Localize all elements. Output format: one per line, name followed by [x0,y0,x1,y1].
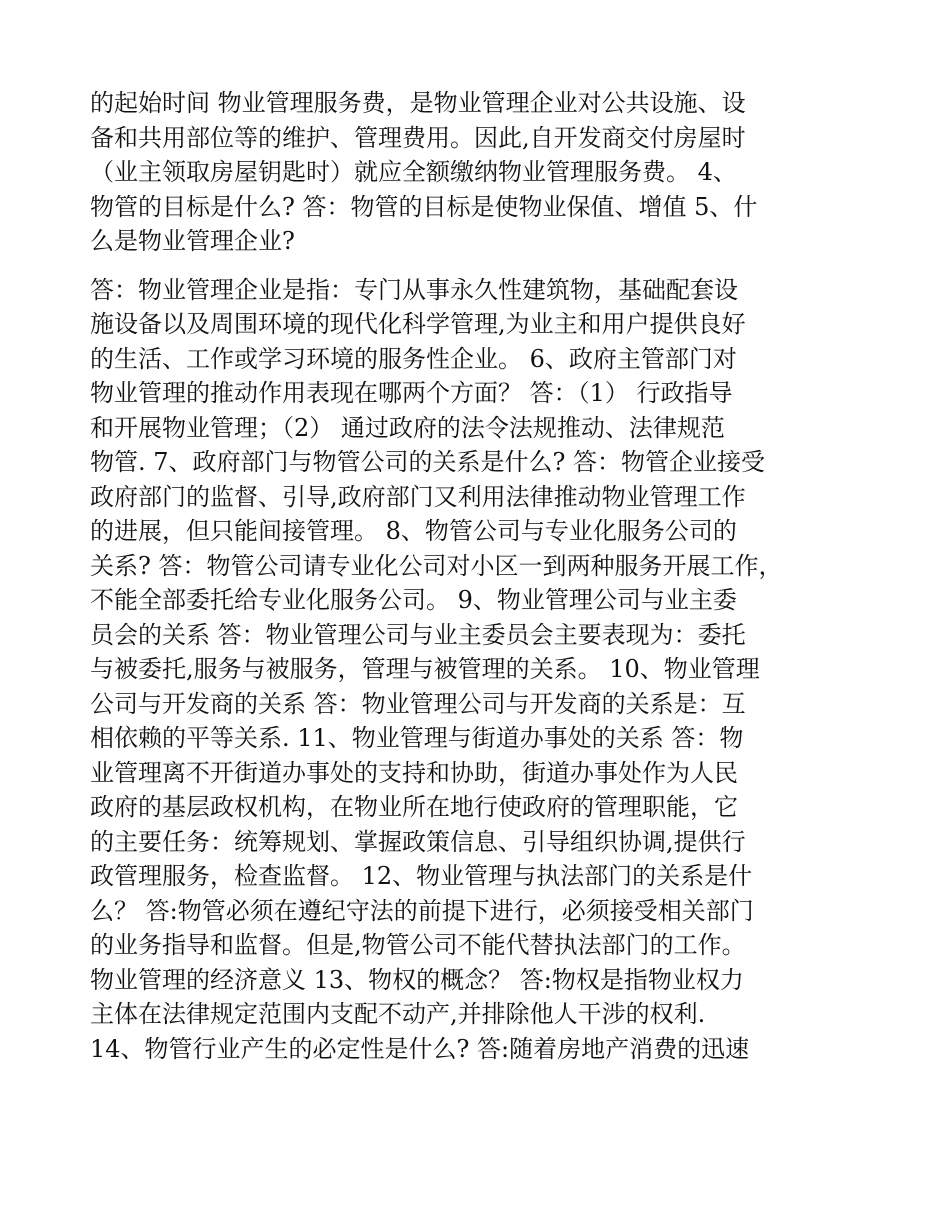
text-line: 答：物业管理企业是指：专门从事永久性建筑物，基础配套设 [90,275,738,304]
text-line: 么是物业管理企业? [90,227,295,255]
text-line: 物管的目标是什么? 答：物管的目标是使物业保值、增值 5、什 [90,192,758,221]
text-line: 的业务指导和监督。但是,物管公司不能代替执法部门的工作。 [90,931,746,959]
text-line: 的起始时间 物业管理服务费，是物业管理企业对公共设施、设 [90,89,746,117]
text-line: 的进展，但只能间接管理。 8、物管公司与专业化服务公司的 [90,517,737,545]
text-line: 公司与开发商的关系 答：物业管理公司与开发商的关系是：互 [90,689,746,718]
text-line: 的生活、工作或学习环境的服务性企业。 6、政府主管部门对 [90,344,737,373]
text-line: 备和共用部位等的维护、管理费用。因此,自开发商交付房屋时 [90,123,746,152]
text-line: 物管. 7、政府部门与物管公司的关系是什么? 答：物管企业接受 [90,448,766,476]
paragraph-2 [90,273,880,1067]
text-line: 主体在法律规定范围内支配不动产,并排除他人干涉的权利. [90,1000,706,1028]
text-line: 政府部门的监督、引导,政府部门又利用法律推动物业管理工作 [90,482,746,511]
text-line: 相依赖的平等关系. 11、物业管理与街道办事处的关系 答：物 [90,724,744,752]
text-line: 物业管理的经济意义 13、物权的概念？ 答:物权是指物业权力 [90,965,744,994]
text-line: 的主要任务：统筹规划、掌握政策信息、引导组织协调,提供行 [90,827,746,856]
text-line: 不能全部委托给专业化服务公司。 9、物业管理公司与业主委 [90,586,737,614]
text-line: 物业管理的推动作用表现在哪两个方面？ 答：（1） 行政指导 [90,379,733,407]
text-line: 关系? 答：物管公司请专业化公司对小区一到两种服务开展工作， [90,551,783,580]
text-line: 政管理服务，检查监督。 12、物业管理与执法部门的关系是什 [90,862,753,890]
text-line: 与被委托,服务与被服务，管理与被管理的关系。 10、物业管理 [90,655,760,683]
text-line: 业管理离不开街道办事处的支持和协助，街道办事处作为人民 [90,758,738,787]
text-line: 么？ 答:物管必须在遵纪守法的前提下进行，必须接受相关部门 [90,896,754,925]
paragraph-1 [90,86,880,259]
text-line: 和开展物业管理；（2） 通过政府的法令法规推动、法律规范 [90,413,725,442]
text-line: 施设备以及周围环境的现代化科学管理,为业主和用户提供良好 [90,310,746,338]
text-line: 政府的基层政权机构，在物业所在地行使政府的管理职能，它 [90,793,738,821]
text-line: （业主领取房屋钥匙时）就应全额缴纳物业管理服务费。 4、 [90,158,737,186]
text-line: 14、物管行业产生的必定性是什么? 答:随着房地产消费的迅速 [90,1034,750,1063]
document-page [90,86,880,1066]
text-line: 员会的关系 答：物业管理公司与业主委员会主要表现为：委托 [90,620,746,649]
